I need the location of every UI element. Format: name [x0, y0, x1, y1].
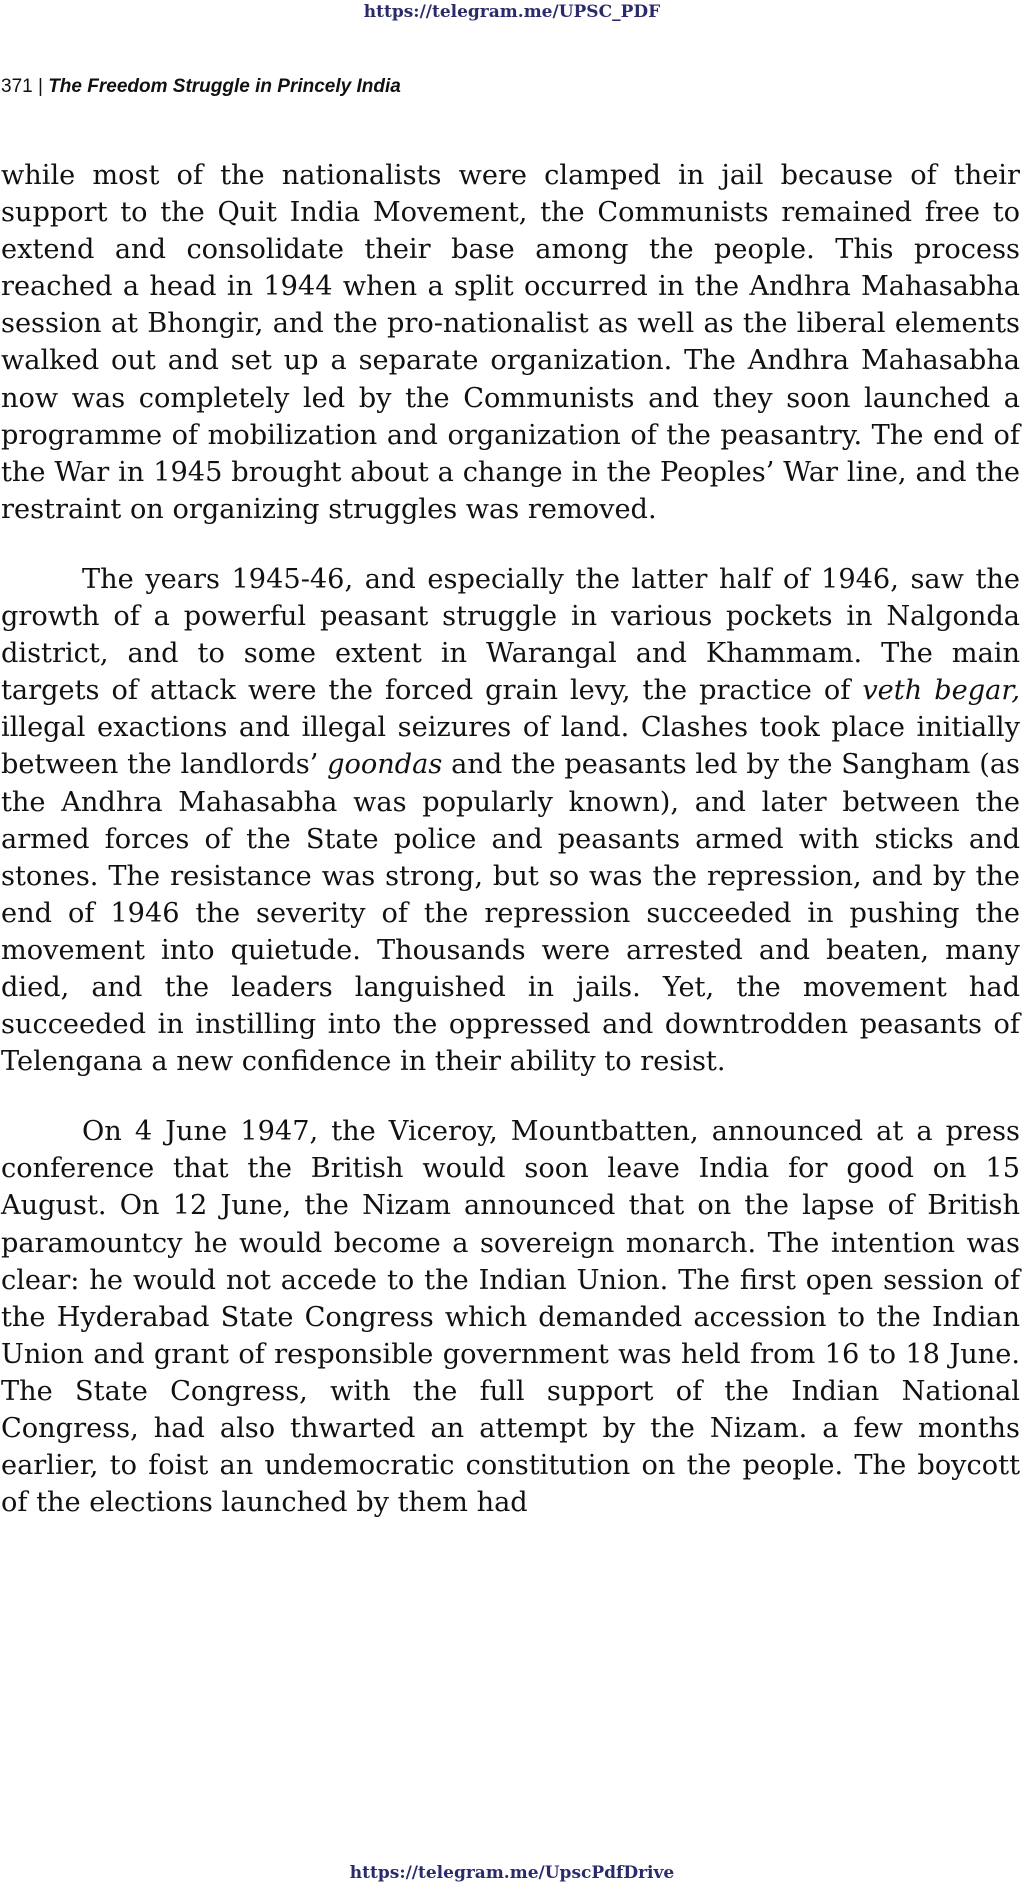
italic-term-veth-begar: veth begar, — [862, 675, 1020, 707]
paragraph-1: while most of the nationalists were clamped in jail because of their support to the Quit India Movement, the Communists remained free to extend and consolidate their base among the people. This process reached a head in 1944 when a split occurred in the Andhra Mahasabha session at Bhongir, and the pro-nationalist as well as the liberal elements walked out and set up a separate organization. The Andhra Mahasabha now was completely led by the Communists and they soon launched a programme of mobilization and organization of the peasantry. The end of the War in 1945 brought about a change in the Peoples’ War line, and the restraint on organizing struggles was removed. — [1, 160, 1020, 525]
header-separator: | — [37, 76, 43, 97]
running-head — [1, 76, 401, 98]
chapter-title: The Freedom Struggle in Princely India — [48, 76, 401, 97]
page-number: 371 — [1, 76, 33, 97]
footer-watermark-link[interactable]: https://telegram.me/UpscPdfDrive — [349, 1863, 675, 1883]
paragraph-2-part-3: and the peasants led by the Sangham (as the Andhra Mahasabha was popularly known), and later between the armed forces of the State police and peasants armed with sticks and stones. The resistance was strong, but so was the repression, and by the end of 1946 the severity of the repression succeeded in pushing the movement into quietude. Thousands were arrested and beaten, many died, and the leaders languished in jails. Yet, the movement had succeeded in instilling into the oppressed and downtrodden peasants of Telengana a new confidence in their ability to resist. — [1, 749, 1020, 1078]
italic-term-goondas: goondas — [327, 749, 443, 781]
header-watermark-link[interactable]: https://telegram.me/UPSC_PDF — [363, 2, 661, 22]
body-text — [1, 157, 1020, 1521]
paragraph-3: On 4 June 1947, the Viceroy, Mountbatten, announced at a press conference that the British would soon leave India for good on 15 August. On 12 June, the Nizam announced that on the lapse of British paramountcy he would become a sovereign monarch. The intention was clear: he would not accede to the Indian Union. The first open session of the Hyderabad State Congress which demanded accession to the Indian Union and grant of responsible government was held from 16 to 18 June. The State Congress, with the full support of the Indian National Congress, had also thwarted an attempt by the Nizam. a few months earlier, to foist an undemocratic constitution on the people. The boycott of the elections launched by them had — [1, 1116, 1020, 1519]
paragraph-2-part-2: illegal exactions and illegal seizures of land. Clashes took place initially between the landlords’ — [1, 712, 1020, 781]
paragraph-2-part-1: The years 1945-46, and especially the latter half of 1946, saw the growth of a powerful peasant struggle in various pockets in Nalgonda district, and to some extent in Warangal and Khammam. The main targets of attack were the forced grain levy, the practice of — [1, 563, 1020, 707]
paragraph-2 — [1, 561, 1020, 1080]
